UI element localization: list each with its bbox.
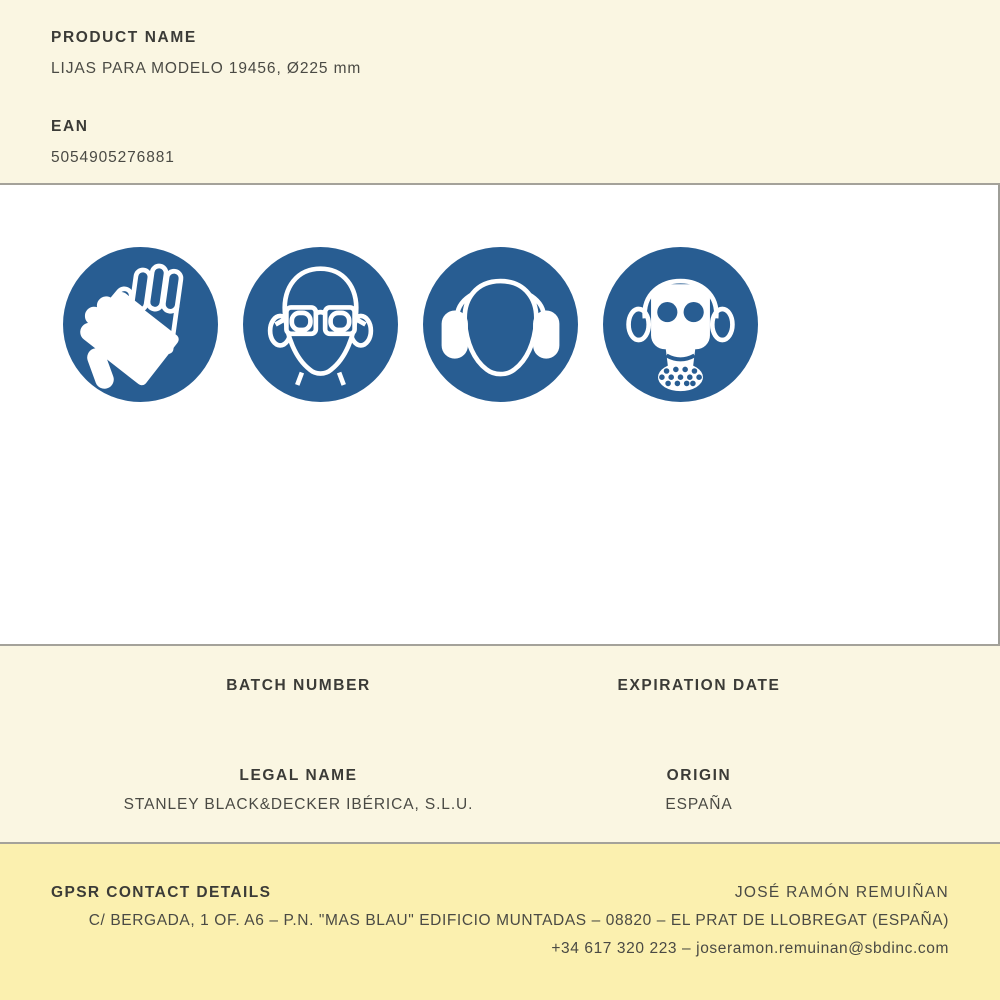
ean-label: EAN <box>51 118 89 135</box>
product-name-block <box>51 28 949 79</box>
product-info-section <box>0 0 1000 183</box>
product-name-label: PRODUCT NAME <box>51 29 197 46</box>
batch-number-label: BATCH NUMBER <box>226 677 371 694</box>
origin-value: ESPAÑA <box>665 796 733 813</box>
wear-respiratory-protection-icon <box>603 247 758 402</box>
product-name-value: LIJAS PARA MODELO 19456, Ø225 mm <box>51 60 362 77</box>
gpsr-header-row <box>51 882 949 904</box>
ean-block <box>51 117 949 168</box>
gpsr-address: C/ BERGADA, 1 OF. A6 – P.N. "MAS BLAU" EDIFICIO MUNTADAS – 08820 – EL PRAT DE LLOBREGAT (ESPAÑA) <box>88 912 949 929</box>
gpsr-phone-email: +34 617 320 223 – joseramon.remuinan@sbdinc.com <box>551 940 949 957</box>
legal-name-value: STANLEY BLACK&DECKER IBÉRICA, S.L.U. <box>123 796 474 813</box>
origin-label: ORIGIN <box>666 767 732 784</box>
expiration-date-label: EXPIRATION DATE <box>617 677 781 694</box>
gpsr-contact-name: JOSÉ RAMÓN REMUIÑAN <box>734 884 949 901</box>
details-right-column <box>499 646 899 815</box>
ean-value: 5054905276881 <box>51 149 175 166</box>
safety-icons-section <box>0 185 1000 644</box>
legal-name-label: LEGAL NAME <box>239 767 358 784</box>
gpsr-title: GPSR CONTACT DETAILS <box>51 884 272 901</box>
wear-ear-protection-icon <box>423 247 578 402</box>
gpsr-contact-section <box>0 844 1000 1000</box>
details-section <box>0 646 1000 842</box>
safety-icon-row <box>0 185 1000 402</box>
wear-eye-protection-icon <box>243 247 398 402</box>
wear-gloves-icon <box>63 247 218 402</box>
